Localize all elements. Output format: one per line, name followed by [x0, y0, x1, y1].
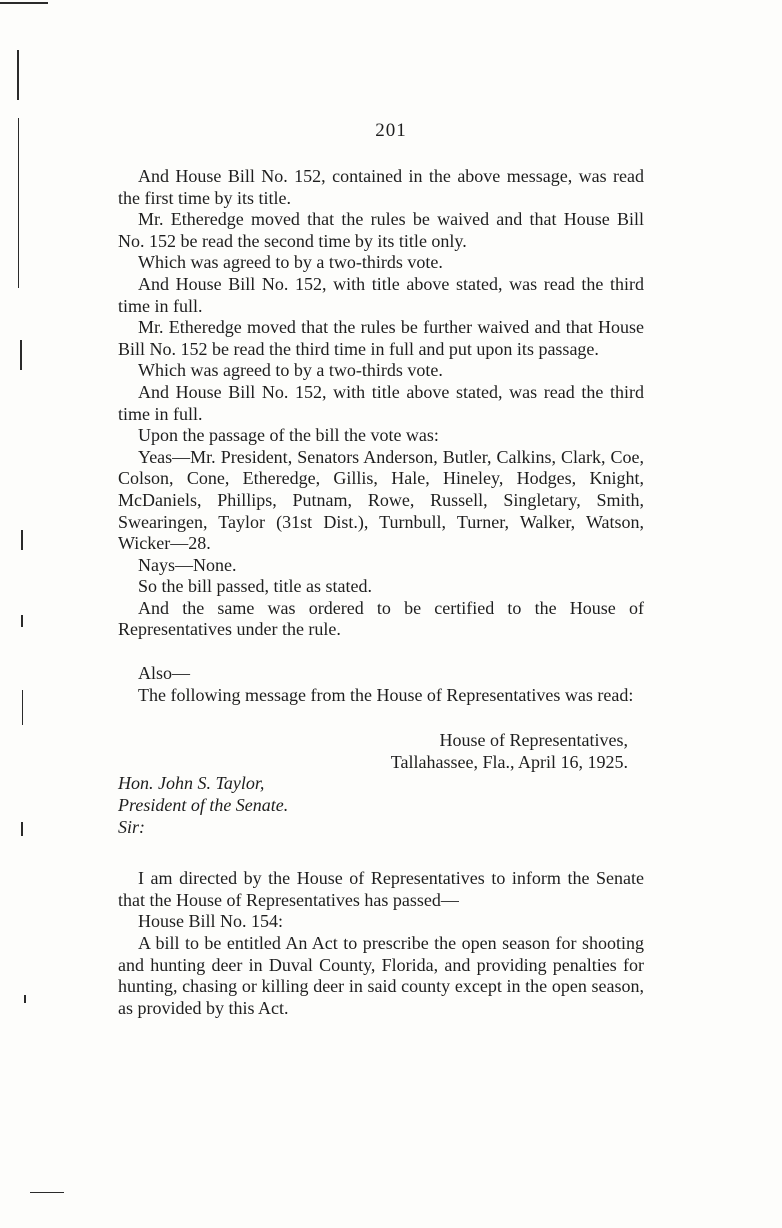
letter-body-paragraph: I am directed by the House of Representatives to inform the Senate that the House of Representatives has passed—: [118, 868, 644, 910]
letter-addressee: Hon. John S. Taylor,: [118, 773, 265, 794]
paragraph: Which was agreed to by a two-thirds vote.: [138, 252, 443, 273]
paragraph: Mr. Etheredge moved that the rules be waived and that House Bill No. 152 be read the second time by its title only.: [118, 209, 644, 251]
scan-mark: [22, 690, 23, 725]
letter-salutation: Sir:: [118, 816, 145, 837]
paragraph: So the bill passed, title as stated.: [138, 576, 372, 597]
letter-header: [118, 730, 644, 773]
scan-mark: [24, 995, 26, 1003]
paragraph: Mr. Etheredge moved that the rules be further waived and that House Bill No. 152 be read the third time in full and put upon its passage.: [118, 317, 644, 359]
scan-mark: [21, 530, 23, 550]
scan-mark: [21, 822, 23, 836]
paragraph: And House Bill No. 152, with title above stated, was read the third time in full.: [118, 273, 644, 316]
paragraph: And House Bill No. 152, with title above stated, was read the third time in full.: [118, 381, 644, 424]
paragraph: And House Bill No. 152, contained in the above message, was read the first time by its title.: [118, 166, 644, 208]
body-text: [118, 166, 644, 1019]
paragraph: Which was agreed to by a two-thirds vote.: [138, 360, 443, 381]
letter-bill-number: House Bill No. 154:: [138, 911, 284, 932]
page-number: 201: [375, 120, 407, 141]
also-line: Also—: [138, 663, 191, 684]
letter-bill-title: A bill to be entitled An Act to prescribe the open season for shooting and hunting deer in Duval County, Florida, and providing penalties for hunting, chasing or killing deer in said county except in the open season, as provided by this Act.: [118, 933, 644, 1018]
vote-yeas: Yeas—Mr. President, Senators Anderson, Butler, Calkins, Clark, Coe, Colson, Cone, Etheredge, Gillis, Hale, Hineley, Hodges, Knight, McDaniels, Phillips, Putnam, Rowe, Russell, Singletary, Smith, Swearingen, Taylor (31st Dist.), Turnbull, Turner, Walker, Watson, Wicker—28.: [118, 446, 644, 554]
scan-mark: [21, 615, 23, 627]
vote-nays: Nays—None.: [138, 554, 237, 575]
scan-mark: [17, 50, 19, 100]
letter-from-line1: House of Representatives,: [439, 730, 628, 751]
scan-mark: [30, 1192, 64, 1193]
paragraph: And the same was ordered to be certified to the House of Representatives under the rule.: [118, 597, 644, 640]
scan-mark: [20, 340, 22, 370]
message-intro: The following message from the House of Representatives was read:: [138, 684, 634, 705]
letter-addressee-title: President of the Senate.: [118, 795, 289, 816]
letter-from-line2: Tallahassee, Fla., April 16, 1925.: [390, 751, 628, 772]
scan-mark: [18, 118, 19, 288]
scan-mark: [0, 2, 48, 4]
paragraph: Upon the passage of the bill the vote was:: [138, 425, 439, 446]
